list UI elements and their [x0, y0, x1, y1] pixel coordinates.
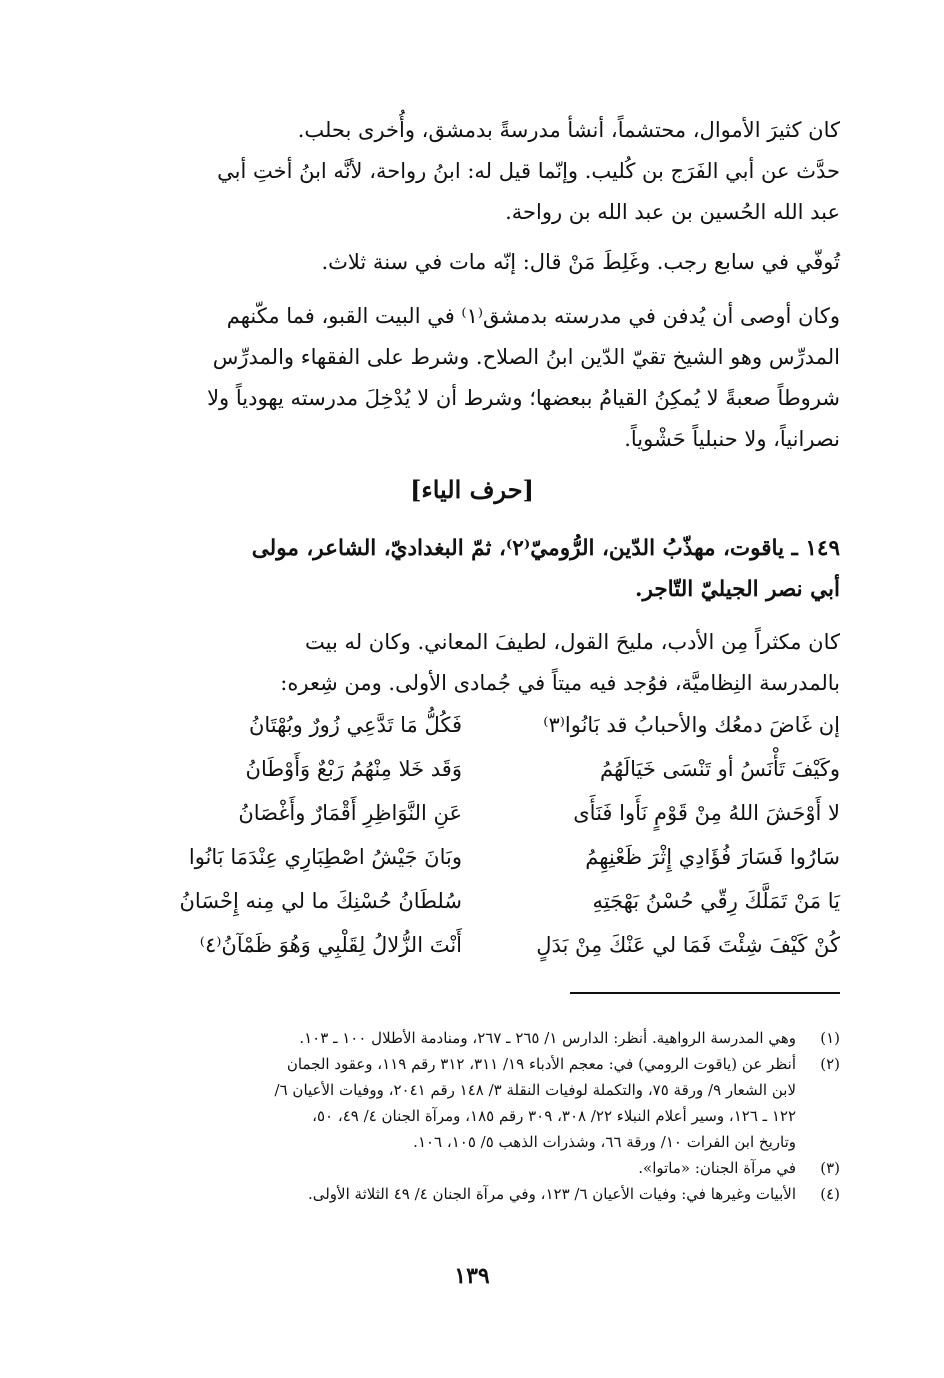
verse-first-hemistich: كُنْ كَيْفَ شِئْتَ فَمَا لي عَنْكَ مِنْ بَدَلٍ [536, 933, 840, 957]
verse [104, 703, 840, 747]
footnote-text [104, 1181, 796, 1207]
verse-second-hemistich: عَنِ النَّوَاظِرِ أَقْمَارٌ وأَغْصَانُ [238, 801, 462, 825]
footnote-line: في مرآة الجنان: «ماتوا». [638, 1159, 796, 1177]
verse [104, 791, 840, 835]
footnote [104, 1051, 840, 1155]
verse [104, 879, 840, 923]
paragraph-biography [104, 110, 840, 233]
footnote-line: وهي المدرسة الرواهية. أنظر: الدارس ١/ ٢٦٥ ـ ٢٦٧، ومنادمة الأطلال ١٠٠ ـ ١٠٣. [299, 1029, 796, 1047]
footnote [104, 1025, 840, 1051]
text-line: كان كثيرَ الأموال، محتشماً، أنشأ مدرسةً بدمشق، وأُخرى بحلب. [297, 118, 840, 142]
verse-second-hemistich: سُلطَانُ حُسْنِكَ ما لي مِنه إِحْسَانُ [179, 889, 462, 913]
text-line: المدرِّس وهو الشيخ تقيّ الدّين ابنُ الصلاح. وشرط على الفقهاء والمدرِّس [212, 345, 840, 369]
entry-title-line: أبي نصر الجيليّ التّاجر. [635, 577, 840, 602]
text-line: بالمدرسة النِظاميَّة، فوُجد فيه ميتاً في جُمادى الأولى. ومن شِعره: [280, 671, 840, 695]
paragraph-entry-body [104, 622, 840, 704]
verse-first-hemistich: يَا مَنْ تَمَلَّكَ رِقّي حُسْنُ بَهْجَتِهِ [592, 889, 840, 913]
footnotes [104, 1025, 840, 1207]
footnote-line: ١٢٢ ـ ١٢٦، وسير أعلام النبلاء ٢٢/ ٣٠٨، ٣٠٩ رقم ١٨٥، ومرآة الجنان ٤/ ٤٩، ٥٠، [312, 1107, 796, 1125]
text-line: وكان أوصى أن يُدفن في مدرسته بدمشق⁽١⁾ في البيت القبو، فما مكّنهم [226, 304, 840, 328]
verse-second-hemistich: فَكُلُّ مَا تَدَّعِي زُورٌ وبُهْتَانُ [248, 713, 462, 737]
text-line: شروطاً صعبةً لا يُمكِنُ القيامُ ببعضها؛ وشرط أن لا يُدْخِلَ مدرسته يهودياً ولا [207, 386, 840, 410]
footnote-separator [570, 992, 840, 994]
verse [104, 923, 840, 967]
page-number: ١٣٩ [454, 1263, 490, 1289]
text-line: تُوفّي في سابع رجب. وغَلِطَ مَنْ قال: إنّه مات في سنة ثلاث. [321, 250, 840, 274]
text-line: كان مكثراً مِن الأدب، مليحَ القول، لطيفَ المعاني. وكان له بيت [305, 630, 840, 654]
verse-second-hemistich: وَقَد خَلا مِنْهُمُ رَبْعٌ وَأَوْطَانُ [245, 757, 462, 781]
verse-first-hemistich: لا أَوْحَشَ اللهُ مِنْ قَوْمٍ نَأَوا فَنَأَى [573, 801, 840, 825]
verse-first-hemistich: سَارُوا فَسَارَ فُؤَادِي إِثْرَ ظَعْنِهِمُ [585, 845, 840, 869]
entry-title-line: ١٤٩ ـ ياقوت، مهذّبُ الدّين، الرُّوميّ⁽٢⁾، ثمّ البغداديّ، الشاعر، مولى [251, 536, 840, 561]
footnote-text [104, 1155, 796, 1181]
entry-title [104, 528, 840, 610]
footnote-number: (٢) [820, 1055, 840, 1073]
footnote-number: (٣) [820, 1159, 840, 1177]
verse [104, 835, 840, 879]
footnote [104, 1181, 840, 1207]
verse-first-hemistich: وكَيْفَ تَأْنَسُ أو تَنْسَى خَيَالَهُمُ [600, 757, 840, 781]
footnote-line: أنظر عن (ياقوت الرومي) في: معجم الأدباء ١٩/ ٣١١، ٣١٢ رقم ١١٩، وعقود الجمان [286, 1055, 796, 1073]
footnote [104, 1155, 840, 1181]
footnote-line: وتاريخ ابن الفرات ١٠/ ورقة ٦٦، وشذرات الذهب ٥/ ١٠٥، ١٠٦. [413, 1133, 796, 1151]
footnote-number: (٤) [820, 1185, 840, 1203]
verse-first-hemistich: إن غَاضَ دمعُك والأحبابُ قد بَانُوا⁽٣⁾ [543, 713, 840, 737]
text-line: عبد الله الحُسين بن عبد الله بن رواحة. [505, 200, 840, 224]
verse-second-hemistich: أَنْتَ الزُّلالُ لِقَلْبِي وَهُوَ ظَمْآنُ⁽٤⁾ [199, 933, 462, 957]
verse [104, 747, 840, 791]
section-heading: [حرف الياء] [410, 475, 534, 504]
footnote-text [104, 1051, 796, 1155]
footnote-number: (١) [820, 1029, 840, 1047]
text-line: نصرانياً، ولا حنبلياً حَشْوياً. [624, 427, 840, 451]
footnote-text [104, 1025, 796, 1051]
paragraph-will [104, 296, 840, 460]
text-line: حدَّث عن أبي الفَرَج بن كُليب. وإنّما قيل له: ابنُ رواحة، لأنَّه ابنُ أختِ أبي [217, 159, 840, 183]
paragraph-death [104, 242, 840, 283]
verse-second-hemistich: وبَانَ جَيْشُ اصْطِبَارِي عِنْدَمَا بَانُوا [188, 845, 462, 869]
poem [104, 703, 840, 967]
footnote-line: الأبيات وغيرها في: وفيات الأعيان ٦/ ١٢٣، وفي مرآة الجنان ٤/ ٤٩ الثلاثة الأولى. [307, 1185, 796, 1203]
footnote-line: لابن الشعار ٩/ ورقة ٧٥، والتكملة لوفيات النقلة ٣/ ١٤٨ رقم ٢٠٤١، ووفيات الأعيان ٦/ [274, 1081, 796, 1099]
